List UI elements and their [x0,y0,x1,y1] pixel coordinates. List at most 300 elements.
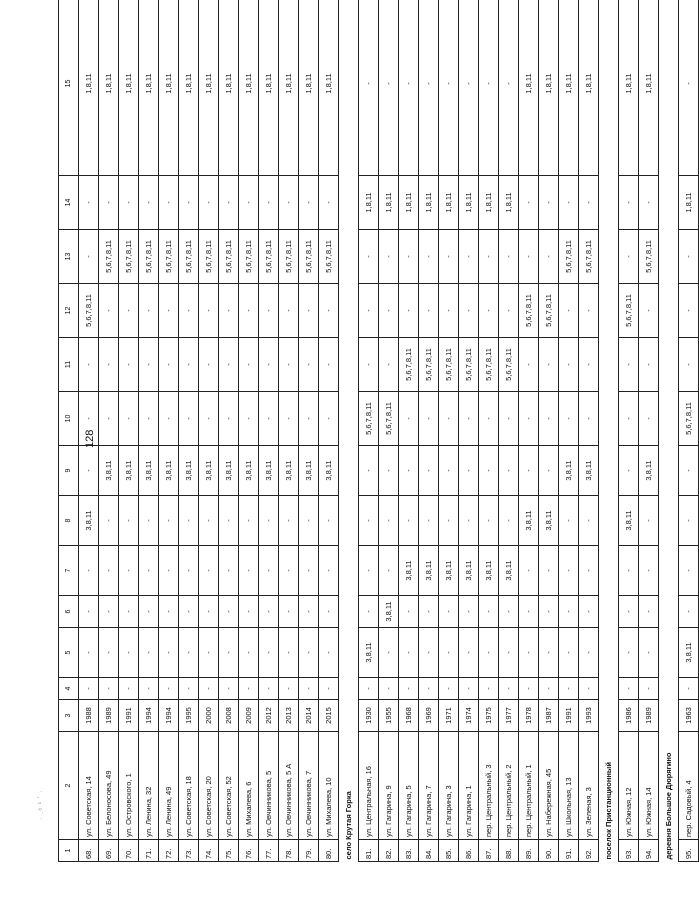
table-cell: ул. Овчинникова, 5 А [279,732,299,840]
table-cell: ул. Советская, 52 [219,732,239,840]
table-cell: - [219,176,239,230]
table-cell: ул. Овчинникова, 7 [299,732,319,840]
table-cell: 3,8,11 [639,446,659,496]
rotated-page [58,42,693,862]
table-cell: - [259,596,279,628]
table-cell: 3,8,11 [359,628,379,678]
column-header: 6 [59,596,79,628]
table-cell: 69. [99,840,119,862]
table-row [299,0,319,862]
table-cell: - [379,628,399,678]
table-row [359,0,379,862]
table-cell: 5,6,7,8,11 [199,230,219,284]
table-cell: 3,8,11 [279,446,299,496]
table-cell: - [379,284,399,338]
table-cell: - [419,284,439,338]
table-cell: - [619,338,639,392]
table-cell: - [279,678,299,700]
table-cell: 2000 [199,700,219,732]
table-cell: - [539,628,559,678]
table-cell: 78. [279,840,299,862]
table-cell: ул. Ленина, 49 [159,732,179,840]
table-cell: - [279,546,299,596]
table-cell: - [159,628,179,678]
table-cell: - [679,496,699,546]
table-cell: 5,6,7,8,11 [99,230,119,284]
column-header: 13 [59,230,79,284]
table-cell: 92. [579,840,599,862]
table-cell: - [439,446,459,496]
table-cell: - [439,230,459,284]
table-cell: 5,6,7,8,11 [579,230,599,284]
table-cell: 1,8,11 [539,0,559,176]
table-cell: - [159,596,179,628]
table-cell: - [479,596,499,628]
table-row [439,0,459,862]
table-cell: ул. Южная, 12 [619,732,639,840]
table-cell: 1,8,11 [119,0,139,176]
table-cell: 5,6,7,8,11 [439,338,459,392]
table-cell: 1,8,11 [259,0,279,176]
table-cell: - [259,546,279,596]
table-cell: - [319,628,339,678]
table-cell: 87. [479,840,499,862]
table-cell: - [139,176,159,230]
table-cell: - [139,338,159,392]
table-cell: - [359,230,379,284]
table-cell: - [619,392,639,446]
table-cell: - [559,596,579,628]
table-cell: - [319,496,339,546]
table-cell: 5,6,7,8,11 [179,230,199,284]
column-header: 11 [59,338,79,392]
table-cell: - [99,546,119,596]
table-cell: - [559,338,579,392]
table-cell: 1,8,11 [579,0,599,176]
table-cell: - [459,628,479,678]
table-cell: 5,6,7,8,11 [359,392,379,446]
table-cell: - [319,546,339,596]
table-cell: - [579,678,599,700]
table-cell: 93. [619,840,639,862]
table-cell: - [139,678,159,700]
table-cell: - [379,546,399,596]
section-row [339,0,359,862]
table-cell: 5,6,7,8,11 [419,338,439,392]
table-cell: ул. Набережная, 45 [539,732,559,840]
table-cell: 1,8,11 [419,176,439,230]
table-cell: - [239,284,259,338]
table-cell: - [199,596,219,628]
table-cell: - [99,176,119,230]
table-cell: 5,6,7,8,11 [279,230,299,284]
table-cell: - [359,546,379,596]
table-cell: - [439,596,459,628]
table-cell: - [179,338,199,392]
table-cell: 81. [359,840,379,862]
table-cell: 1,8,11 [559,0,579,176]
table-cell: 88. [499,840,519,862]
table-cell: - [559,392,579,446]
table-cell: - [259,284,279,338]
table-cell: ул. Гагарина, 9 [379,732,399,840]
table-cell: - [219,678,239,700]
table-cell: - [299,176,319,230]
table-cell: - [219,628,239,678]
table-cell: 3,8,11 [119,446,139,496]
table-cell: 1994 [159,700,179,732]
table-cell: - [179,628,199,678]
table-cell: - [159,496,179,546]
section-row [599,0,619,862]
table-cell: - [619,446,639,496]
table-cell: - [499,392,519,446]
table-cell: 3,8,11 [679,628,699,678]
table-cell: - [399,446,419,496]
table-cell: ул. Гагарина, 1 [459,732,479,840]
table-cell: - [559,284,579,338]
table-cell: - [279,596,299,628]
table-cell: 2015 [319,700,339,732]
table-cell: 1,8,11 [519,0,539,176]
table-cell: - [219,596,239,628]
table-cell: 3,8,11 [519,496,539,546]
table-cell: - [479,678,499,700]
table-cell: - [359,0,379,176]
table-cell: 85. [439,840,459,862]
table-cell: 3,8,11 [219,446,239,496]
table-cell: - [439,0,459,176]
table-cell: 5,6,7,8,11 [499,338,519,392]
table-cell: - [219,496,239,546]
section-title: деревня Большое Дюрягино [659,0,679,862]
table-cell: 2009 [239,700,259,732]
table-cell: - [239,596,259,628]
table-cell: - [119,392,139,446]
table-cell: 3,8,11 [419,546,439,596]
section-title: село Крутая Горка [339,0,359,862]
table-cell: - [219,546,239,596]
table-cell: пер. Центральный, 3 [479,732,499,840]
table-cell: 3,8,11 [459,546,479,596]
table-cell: - [679,230,699,284]
table-cell: - [679,0,699,176]
column-header: 12 [59,284,79,338]
table-cell: - [99,678,119,700]
column-header: 10 [59,392,79,446]
table-row [519,0,539,862]
column-header: 4 [59,678,79,700]
table-cell: - [419,392,439,446]
table-cell: 90. [539,840,559,862]
table-cell: 3,8,11 [619,496,639,546]
table-cell: - [159,392,179,446]
table-cell: - [139,496,159,546]
table-cell: 1,8,11 [159,0,179,176]
table-row [259,0,279,862]
table-cell: - [159,176,179,230]
table-cell: 70. [119,840,139,862]
table-cell: 5,6,7,8,11 [459,338,479,392]
table-cell: - [259,392,279,446]
table-cell: 1977 [499,700,519,732]
table-cell: - [139,628,159,678]
table-cell: - [639,284,659,338]
table-cell: - [79,446,99,496]
table-cell: 3,8,11 [179,446,199,496]
table-cell: - [299,628,319,678]
table-cell: 1969 [419,700,439,732]
table-cell: 5,6,7,8,11 [239,230,259,284]
table-cell: - [579,284,599,338]
table-cell: - [359,338,379,392]
table-cell: 3,8,11 [319,446,339,496]
table-cell: ул. Советская, 18 [179,732,199,840]
table-cell: - [119,628,139,678]
table-cell: 2008 [219,700,239,732]
table-cell: 5,6,7,8,11 [379,392,399,446]
table-cell: - [279,628,299,678]
table-cell: - [79,628,99,678]
table-cell: 5,6,7,8,11 [479,338,499,392]
table-cell: - [479,628,499,678]
table-cell: - [519,546,539,596]
table-cell: - [259,628,279,678]
table-cell: - [99,338,119,392]
table-cell: - [279,392,299,446]
table-cell: 1,8,11 [459,176,479,230]
table-cell: - [119,596,139,628]
table-cell: 1986 [619,700,639,732]
table-cell: - [379,0,399,176]
table-cell: - [579,496,599,546]
table-cell: 1,8,11 [319,0,339,176]
table-cell: 1989 [99,700,119,732]
table-row [639,0,659,862]
table-cell: 2014 [299,700,319,732]
table-cell: - [639,678,659,700]
table-cell: ул. Гагарина, 5 [399,732,419,840]
table-cell: - [99,392,119,446]
table-cell: - [539,596,559,628]
table-cell: - [519,628,539,678]
table-cell: 5,6,7,8,11 [299,230,319,284]
table-cell: - [519,176,539,230]
table-cell: - [299,678,319,700]
table-row [479,0,499,862]
table-cell: - [519,596,539,628]
table-cell: ул. Советская, 20 [199,732,219,840]
table-cell: 74. [199,840,219,862]
table-cell: - [199,496,219,546]
table-cell: - [539,392,559,446]
table-cell: - [619,176,639,230]
table-cell: - [539,338,559,392]
table-row [619,0,639,862]
table-cell: - [479,0,499,176]
table-cell: 1987 [539,700,559,732]
table-cell: 1,8,11 [679,176,699,230]
table-cell: - [79,392,99,446]
table-cell: - [639,596,659,628]
table-row [319,0,339,862]
table-cell: - [239,338,259,392]
table-cell: - [459,446,479,496]
column-header: 9 [59,446,79,496]
table-cell: - [399,678,419,700]
table-cell: - [619,628,639,678]
table-cell: 3,8,11 [299,446,319,496]
table-cell: - [679,596,699,628]
table-row [99,0,119,862]
table-cell: 1,8,11 [639,0,659,176]
table-cell: - [159,678,179,700]
table-cell: - [199,338,219,392]
table-cell: 1991 [559,700,579,732]
table-cell: 1,8,11 [239,0,259,176]
table-cell: - [219,284,239,338]
table-cell: - [539,176,559,230]
table-cell: 73. [179,840,199,862]
table-row [239,0,259,862]
column-header: 7 [59,546,79,596]
table-cell: 3,8,11 [579,446,599,496]
table-cell: - [239,678,259,700]
table-cell: 1991 [119,700,139,732]
table-cell: - [239,176,259,230]
table-cell: 3,8,11 [539,496,559,546]
table-cell: - [239,392,259,446]
data-table [58,0,699,862]
table-cell: - [399,496,419,546]
table-cell: - [679,284,699,338]
table-cell: - [559,496,579,546]
table-row [379,0,399,862]
table-cell: - [559,628,579,678]
table-cell: 1,8,11 [399,176,419,230]
table-cell: - [79,596,99,628]
column-header: 5 [59,628,79,678]
table-cell: ул. Михалева, 10 [319,732,339,840]
table-cell: - [199,678,219,700]
table-row [399,0,419,862]
table-cell: 1963 [679,700,699,732]
scan-stamp: · .ᵃ ¹ ʼ · [38,789,45,820]
table-cell: - [639,628,659,678]
table-cell: - [279,496,299,546]
table-cell: ул. Островского, 1 [119,732,139,840]
table-cell: - [419,496,439,546]
table-cell: 5,6,7,8,11 [399,338,419,392]
table-cell: - [299,284,319,338]
table-cell: - [559,546,579,596]
table-cell: 72. [159,840,179,862]
table-cell: 1,8,11 [479,176,499,230]
table-cell: - [299,496,319,546]
table-cell: - [419,446,439,496]
table-cell: 1988 [79,700,99,732]
column-header: 8 [59,496,79,546]
table-cell: - [419,678,439,700]
table-cell: 1955 [379,700,399,732]
table-cell: - [319,338,339,392]
table-cell: 3,8,11 [479,546,499,596]
table-cell: 1974 [459,700,479,732]
table-cell: - [479,230,499,284]
table-cell: - [319,678,339,700]
table-cell: - [119,496,139,546]
table-cell: - [499,628,519,678]
table-body [59,0,699,862]
table-cell: 1,8,11 [199,0,219,176]
table-cell: - [639,496,659,546]
table-cell: 3,8,11 [139,446,159,496]
table-cell: 1,8,11 [619,0,639,176]
table-cell: - [199,284,219,338]
table-cell: 86. [459,840,479,862]
column-header: 2 [59,732,79,840]
table-cell: ул. Южная, 14 [639,732,659,840]
table-cell: 83. [399,840,419,862]
table-cell: - [79,338,99,392]
table-cell: - [639,338,659,392]
table-cell: - [499,496,519,546]
table-cell: - [439,496,459,546]
table-cell: - [199,392,219,446]
table-cell: 1,8,11 [439,176,459,230]
table-cell: - [359,284,379,338]
table-cell: 1968 [399,700,419,732]
table-cell: - [499,678,519,700]
table-cell: 79. [299,840,319,862]
table-cell: 3,8,11 [199,446,219,496]
table-cell: - [259,338,279,392]
table-cell: 3,8,11 [239,446,259,496]
table-cell: 5,6,7,8,11 [139,230,159,284]
table-cell: - [539,230,559,284]
table-cell: - [579,628,599,678]
table-cell: - [479,284,499,338]
table-cell: - [79,230,99,284]
table-cell: - [159,338,179,392]
table-cell: - [319,284,339,338]
table-cell: - [259,678,279,700]
table-cell: - [619,596,639,628]
table-cell: - [579,338,599,392]
table-cell: 1994 [139,700,159,732]
table-cell: 3,8,11 [499,546,519,596]
table-cell: - [139,596,159,628]
table-cell: 1,8,11 [179,0,199,176]
table-cell: 1978 [519,700,539,732]
table-cell: пер. Садовый, 4 [679,732,699,840]
table-cell: 5,6,7,8,11 [519,284,539,338]
table-cell: - [159,546,179,596]
table-cell: - [499,446,519,496]
table-cell: ул. Овчинникова, 5 [259,732,279,840]
table-row [119,0,139,862]
table-cell: ул. Центральная, 16 [359,732,379,840]
table-cell: - [359,446,379,496]
table-row [419,0,439,862]
table-cell: - [639,176,659,230]
table-cell: - [399,392,419,446]
table-cell: 76. [239,840,259,862]
table-cell: - [379,446,399,496]
table-cell: - [239,546,259,596]
table-cell: - [459,392,479,446]
table-cell: - [299,338,319,392]
